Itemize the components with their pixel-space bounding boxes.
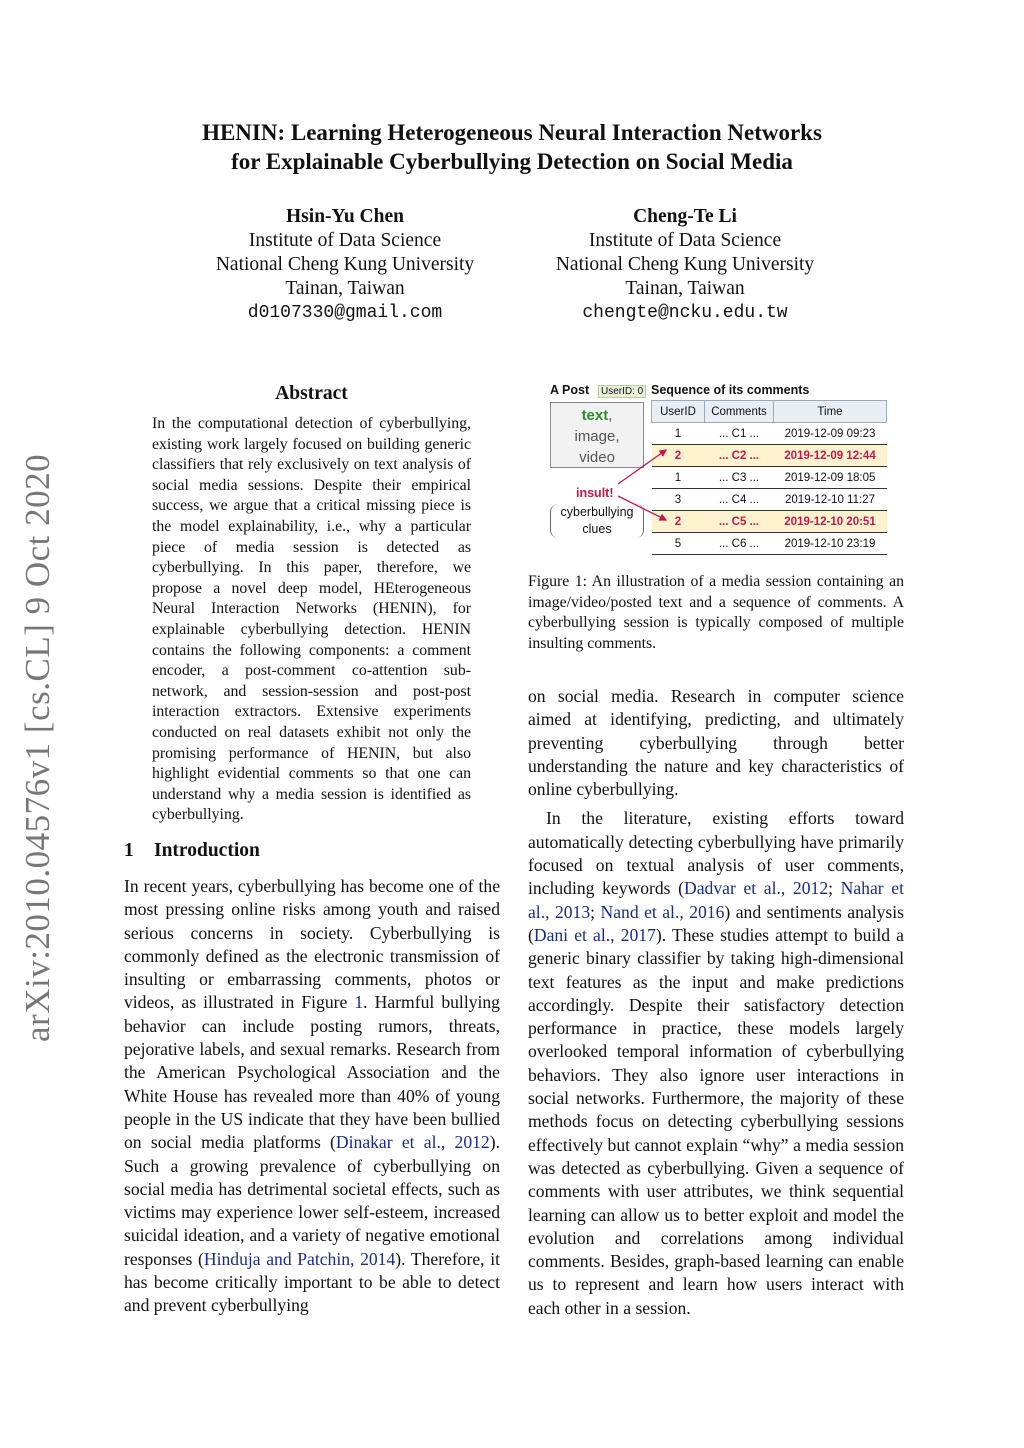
section-title: Introduction	[154, 840, 260, 861]
col-header-time: Time	[774, 401, 887, 423]
comment-cell-user: 1	[652, 467, 705, 489]
intro-paragraph-1-cont: on social media. Research in computer science aimed at identifying, predicting, and ultimately preventing cyberbullying through better understanding the nature and key characteristics of online cyberbullying.	[528, 686, 904, 800]
comment-cell-comment: ... C1 ...	[705, 423, 774, 445]
post-text-word: text	[581, 407, 609, 424]
section-heading	[124, 840, 260, 862]
post-text-punct: ,	[608, 407, 613, 424]
author-dept: Institute of Data Science	[588, 230, 782, 251]
comment-cell-user: 5	[652, 533, 705, 555]
author-univ: National Cheng Kung University	[215, 254, 475, 275]
userid-badge: UserID: 0	[598, 385, 646, 398]
author-dept: Institute of Data Science	[248, 230, 442, 251]
citation-link[interactable]: Hinduja and Patchin, 2014	[203, 1248, 396, 1269]
arrow-to-c2	[618, 450, 666, 484]
text-run: . Harmful bullying behavior can include posting rumors, threats, pejorative labels, and sexual remarks. Research from the American Psychological Association and the White House has revealed more than 40% of young people in the US indicate that they have been bullied on social media platforms (	[124, 992, 500, 1153]
abstract-heading: Abstract	[275, 383, 348, 404]
text-run: ;	[828, 878, 841, 899]
figure-1	[548, 380, 888, 560]
comment-cell-comment: ... C6 ...	[705, 533, 774, 555]
post-image-label: image,	[574, 428, 620, 445]
citation-link[interactable]: Nand et al., 2016	[600, 901, 725, 922]
text-run: ). Such a growing prevalence of cyberbullying on social media has detrimental societal effects, such as victims may experience lower self-esteem, increased suicidal ideation, and a variety of negative emotional responses (	[124, 1132, 500, 1269]
text-run: ). These studies attempt to build a generic binary classifier by taking high-dimensional text features as the input and make predictions accordingly. Despite their satisfactory detection performance in practice, these models largely overlooked temporal information of cyberbullying behaviors. They also ignore user interactions in social networks. Furthermore, the majority of these methods focus on detecting cyberbullying sessions effectively but cannot explain “why” a media session was detected as cyberbullying. Given a sequence of comments with user attributes, we think sequential learning can allow us to better exploit and model the evolution and correlations among individual comments. Besides, graph-based learning can enable us to represent and learn how users interact with each other in a session.	[528, 924, 904, 1318]
clues-line: clues	[582, 522, 612, 536]
citation-link[interactable]: Nahar et al., 2013	[528, 878, 904, 922]
figure-ref-link[interactable]: 1	[354, 992, 364, 1013]
author-univ: National Cheng Kung University	[555, 254, 815, 275]
comment-cell-time: 2019-12-09 12:44	[774, 445, 887, 467]
post-label: A Post	[550, 383, 590, 397]
citation-link[interactable]: Dinakar et al., 2012	[335, 1132, 490, 1153]
citation-link[interactable]: Dadvar et al., 2012	[684, 878, 829, 899]
author-email[interactable]: d0107330@gmail.com	[247, 303, 443, 323]
comment-cell-time: 2019-12-10 23:19	[774, 533, 887, 555]
insult-arrows	[548, 380, 888, 560]
abstract-text: In the computational detection of cyberbullying, existing work largely focused on building generic classifiers that rely exclusively on text analysis of social media sessions. Despite their empirical success, we argue that a critical missing piece is the model explainability, i.e., why a particular piece of media session is detected as cyberbullying. In this paper, therefore, we propose a novel deep model, HEterogeneous Neural Interaction Networks (HENIN), for explainable cyberbullying detection. HENIN contains the following components: a comment encoder, a post-comment co-attention sub-network, and session-session and post-post interaction extractors. Extensive experiments conducted on real datasets exhibit not only the promising performance of HENIN, but also highlight evidential comments so that one can understand why a media session is identified as cyberbullying.	[152, 415, 471, 824]
section-number: 1	[124, 840, 134, 861]
title-line-1: HENIN: Learning Heterogeneous Neural Interaction Networks	[202, 120, 822, 145]
comment-cell-time: 2019-12-09 09:23	[774, 423, 887, 445]
text-run: In the literature, existing efforts toward automatically detecting cyberbullying have primarily focused on textual analysis of user comments, including keywords (	[528, 808, 904, 899]
author-location: Tainan, Taiwan	[625, 278, 745, 299]
comment-cell-comment: ... C5 ...	[705, 511, 774, 533]
col-header-comments: Comments	[705, 401, 774, 423]
arrow-to-c5	[618, 496, 666, 520]
clues-line: cyberbullying	[560, 505, 634, 519]
citation-link[interactable]: Dani et al., 2017	[533, 924, 656, 945]
right-column-text	[528, 685, 904, 1320]
paper-title	[0, 118, 1024, 176]
col-header-userid: UserID	[652, 401, 705, 423]
insult-label: insult!	[576, 486, 614, 500]
sequence-label: Sequence of its comments	[651, 383, 810, 397]
author-name: Hsin-Yu Chen	[286, 206, 404, 227]
author-location: Tainan, Taiwan	[285, 278, 405, 299]
text-run: ;	[590, 901, 601, 922]
comment-cell-user: 2	[652, 445, 705, 467]
arxiv-identifier: arXiv:2010.04576v1 [cs.CL] 9 Oct 2020	[18, 453, 57, 1042]
comment-cell-time: 2019-12-10 11:27	[774, 489, 887, 511]
text-run: ). Therefore, it has become critically important to be able to detect and prevent cyberbullying	[124, 1248, 500, 1316]
text-run: In recent years, cyberbullying has become one of the most pressing online risks among youth and raised serious concerns in society. Cyberbullying is commonly defined as the electronic transmission of insulting or embarrassing comments, photos or videos, as illustrated in Figure	[124, 876, 500, 1013]
author-email[interactable]: chengte@ncku.edu.tw	[582, 303, 788, 323]
author-name: Cheng-Te Li	[633, 206, 737, 227]
comment-cell-user: 2	[652, 511, 705, 533]
comment-cell-user: 3	[652, 489, 705, 511]
post-video-label: video	[579, 449, 615, 466]
comment-cell-time: 2019-12-09 18:05	[774, 467, 887, 489]
text-run: ) and sentiments analysis (	[528, 901, 904, 945]
author-block-1	[180, 205, 510, 325]
comment-cell-comment: ... C3 ...	[705, 467, 774, 489]
figure-1-caption: Figure 1: An illustration of a media session containing an image/video/posted text and a sequence of comments. A cyberbullying session is typically composed of multiple insulting comments.	[528, 573, 904, 652]
comment-cell-time: 2019-12-10 20:51	[774, 511, 887, 533]
intro-paragraph-2	[528, 807, 904, 1320]
author-block-2	[520, 205, 850, 325]
title-line-2: for Explainable Cyberbullying Detection on Social Media	[231, 149, 793, 174]
comment-cell-comment: ... C2 ...	[705, 445, 774, 467]
comment-cell-user: 1	[652, 423, 705, 445]
intro-paragraph-1	[124, 875, 500, 1318]
comment-cell-comment: ... C4 ...	[705, 489, 774, 511]
